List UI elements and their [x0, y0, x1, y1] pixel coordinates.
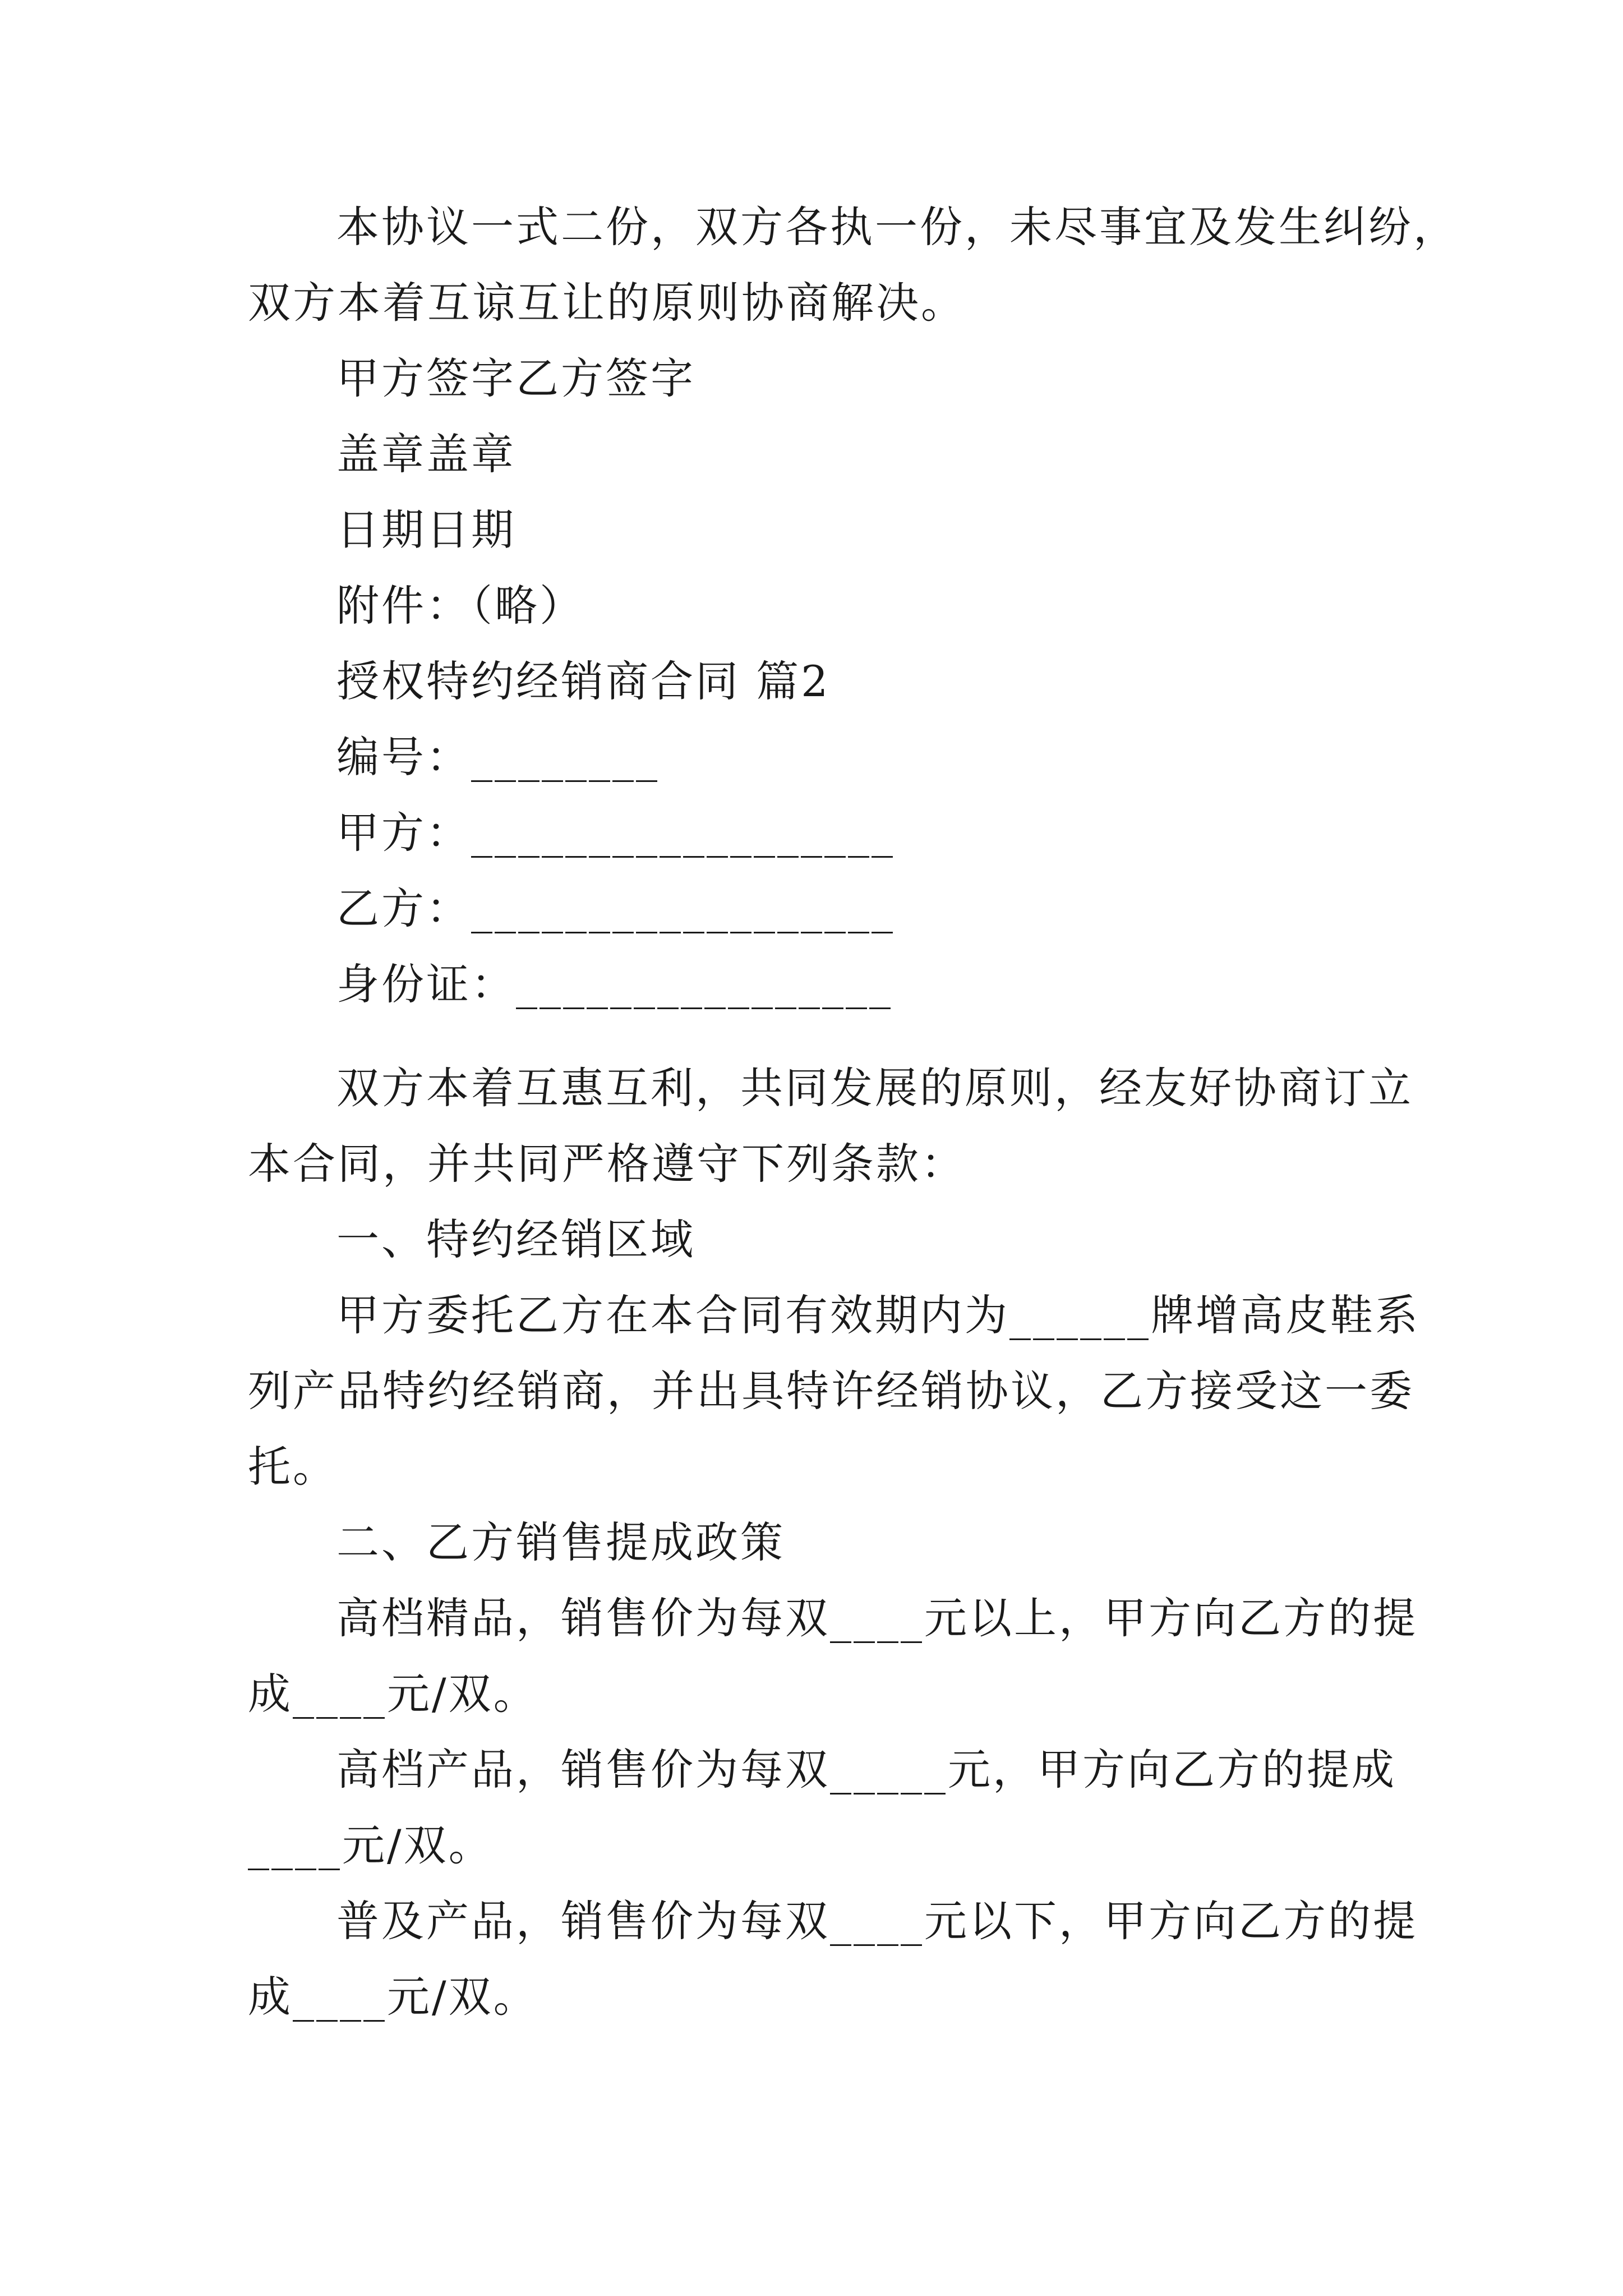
signature-line: 甲方签字乙方签字 [336, 353, 695, 403]
paragraph-line: 高档产品，销售价为每双_____元，甲方向乙方的提成 [336, 1745, 1396, 1795]
paragraph-line: 本合同，并共同严格遵守下列条款： [248, 1139, 966, 1189]
date-line: 日期日期 [336, 505, 516, 555]
clause-heading: 二、乙方销售提成政策 [336, 1517, 785, 1567]
paragraph-line: 本协议一式二份，双方各执一份，未尽事宜及发生纠纷， [336, 202, 1458, 252]
attachment-line: 附件：（略） [336, 581, 584, 631]
paragraph-line: ____元/双。 [248, 1820, 494, 1870]
seal-line: 盖章盖章 [336, 429, 516, 479]
field-number: 编号：________ [336, 732, 660, 782]
paragraph-line: 托。 [248, 1442, 338, 1492]
section-title: 授权特约经销商合同 篇2 [336, 656, 831, 706]
field-id-card: 身份证：________________ [336, 959, 893, 1009]
field-party-b: 乙方：__________________ [336, 884, 895, 933]
paragraph-line: 双方本着互谅互让的原则协商解决。 [248, 278, 966, 328]
paragraph-line: 列产品特约经销商，并出具特许经销协议，乙方接受这一委 [248, 1366, 1414, 1416]
paragraph-line: 高档精品，销售价为每双____元以上，甲方向乙方的提 [336, 1593, 1418, 1643]
field-party-a: 甲方：__________________ [336, 808, 895, 858]
paragraph-line: 成____元/双。 [248, 1972, 538, 2022]
paragraph-line: 甲方委托乙方在本合同有效期内为______牌增高皮鞋系 [336, 1290, 1420, 1340]
paragraph-line: 双方本着互惠互利，共同发展的原则，经友好协商订立 [336, 1063, 1413, 1113]
clause-heading: 一、特约经销区域 [336, 1214, 695, 1264]
paragraph-line: 成____元/双。 [248, 1669, 538, 1719]
paragraph-line: 普及产品，销售价为每双____元以下，甲方向乙方的提 [336, 1896, 1418, 1946]
